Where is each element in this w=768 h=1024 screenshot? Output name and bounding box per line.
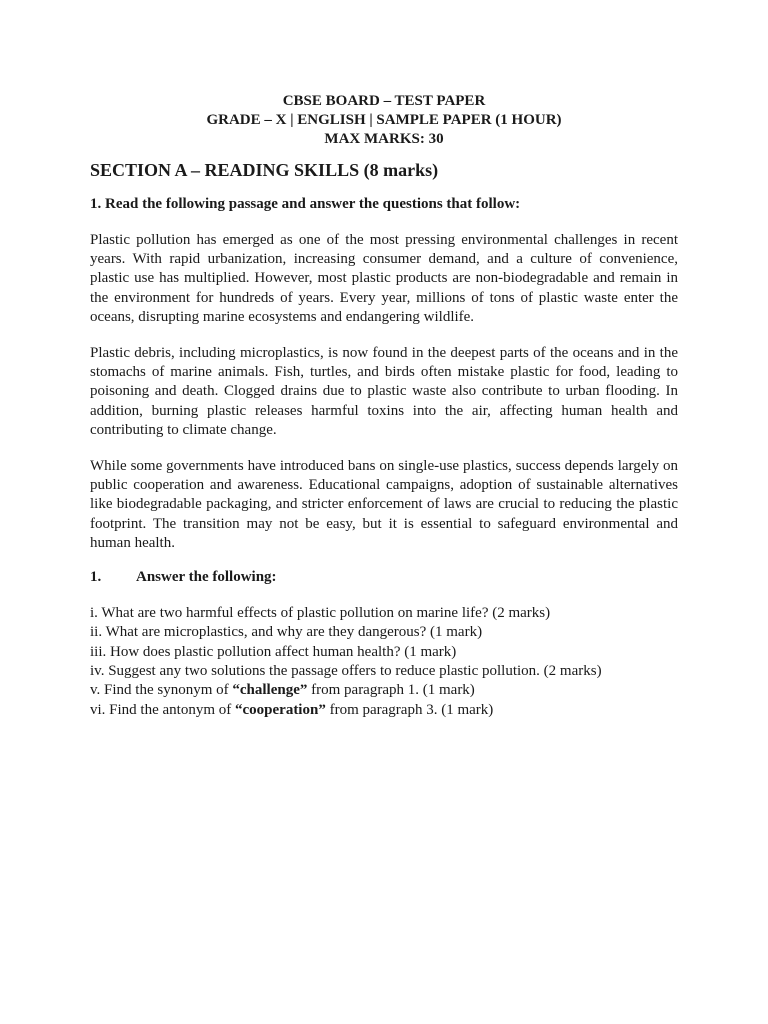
passage-paragraph-2: Plastic debris, including microplastics, is now found in the deepest parts of the oceans and in the stomachs of marine animals. Fish, turtles, and birds often mistake plastic for food, leading to poisoning and death. Clogged drains due to plastic waste also contribute to urban flooding. In addition, burning plastic releases harmful toxins into the air, affecting human health and contributing to climate change. <box>90 345 678 438</box>
question-text: vi. Find the antonym of <box>90 701 235 718</box>
answer-heading <box>90 567 678 587</box>
test-paper-page <box>90 92 678 720</box>
question-item-synonym <box>90 681 678 700</box>
paper-board-title: CBSE BOARD – TEST PAPER <box>282 93 486 109</box>
answer-number: 1. <box>90 569 102 586</box>
question-list <box>90 604 678 720</box>
question-text: v. Find the synonym of <box>90 682 233 699</box>
question-item: iv. Suggest any two solutions the passage offers to reduce plastic pollution. (2 marks) <box>90 662 602 679</box>
question-text: from paragraph 1. (1 mark) <box>307 682 475 699</box>
question-item-antonym <box>90 701 678 720</box>
question-keyword: “cooperation” <box>235 701 326 718</box>
passage-paragraph-1: Plastic pollution has emerged as one of the most pressing environmental challenges in recent years. With rapid urbanization, increasing consumer demand, and a culture of convenience, plastic use has multiplied. However, most plastic products are non-biodegradable and remain in the environment for hundreds of years. Every year, millions of tons of plastic waste enter the oceans, disrupting marine ecosystems and endangering wildlife. <box>90 232 678 325</box>
passage-paragraph-3: While some governments have introduced bans on single-use plastics, success depends largely on public cooperation and awareness. Educational campaigns, adoption of sustainable alternatives like biodegradable packaging, and stricter enforcement of laws are crucial to reducing the plastic footprint. The transition may not be easy, but it is essential to safeguard environmental and human health. <box>90 458 678 551</box>
question-keyword: “challenge” <box>232 682 308 699</box>
paper-max-marks: MAX MARKS: 30 <box>324 131 444 147</box>
paper-grade-subject: GRADE – X | ENGLISH | SAMPLE PAPER (1 HOUR) <box>206 112 562 128</box>
question-text: from paragraph 3. (1 mark) <box>325 701 494 718</box>
question-item: i. What are two harmful effects of plastic pollution on marine life? (2 marks) <box>90 605 551 622</box>
question-instruction: 1. Read the following passage and answer the questions that follow: <box>90 196 521 212</box>
answer-heading-text: Answer the following: <box>136 569 277 586</box>
question-item: ii. What are microplastics, and why are they dangerous? (1 mark) <box>90 624 483 641</box>
section-title: SECTION A – READING SKILLS (8 marks) <box>90 160 439 180</box>
question-item: iii. How does plastic pollution affect human health? (1 mark) <box>90 643 457 660</box>
